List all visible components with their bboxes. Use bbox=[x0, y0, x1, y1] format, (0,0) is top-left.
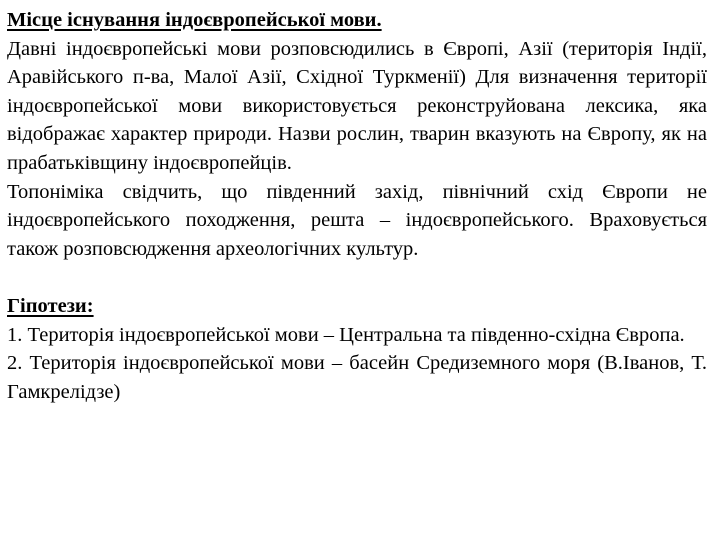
paragraph-toponymy: Топоніміка свідчить, що південний захід, північний схід Європи не індоєвропейського походження, решта – індоєвропейського. Враховується також розповсюдження археологічних культур. bbox=[7, 180, 707, 260]
spacer bbox=[7, 263, 707, 292]
slide-content bbox=[7, 6, 707, 406]
section-title-location: Місце існування індоєвропейської мови. bbox=[7, 9, 382, 31]
paragraph-spread-of-languages: Давні індоєвропейські мови розповсюдились в Європі, Азії (територія Індії, Аравійського п-ва, Малої Азії, Східної Туркменії) Для визначення території індоєвропейської мови використовується реконструйована лексика, яка відображає характер природи. Назви рослин, тварин вказують на Європу, як на прабатьківщину індоєвропейців. bbox=[7, 37, 707, 174]
hypothesis-item-2: 2. Територія індоєвропейської мови – басейн Средиземного моря (В.Іванов, Т. Гамкрелідзе) bbox=[7, 352, 707, 403]
hypothesis-item-1: 1. Територія індоєвропейської мови – Центральна та південно-східна Європа. bbox=[7, 323, 685, 346]
section-title-hypotheses: Гіпотези: bbox=[7, 294, 94, 317]
